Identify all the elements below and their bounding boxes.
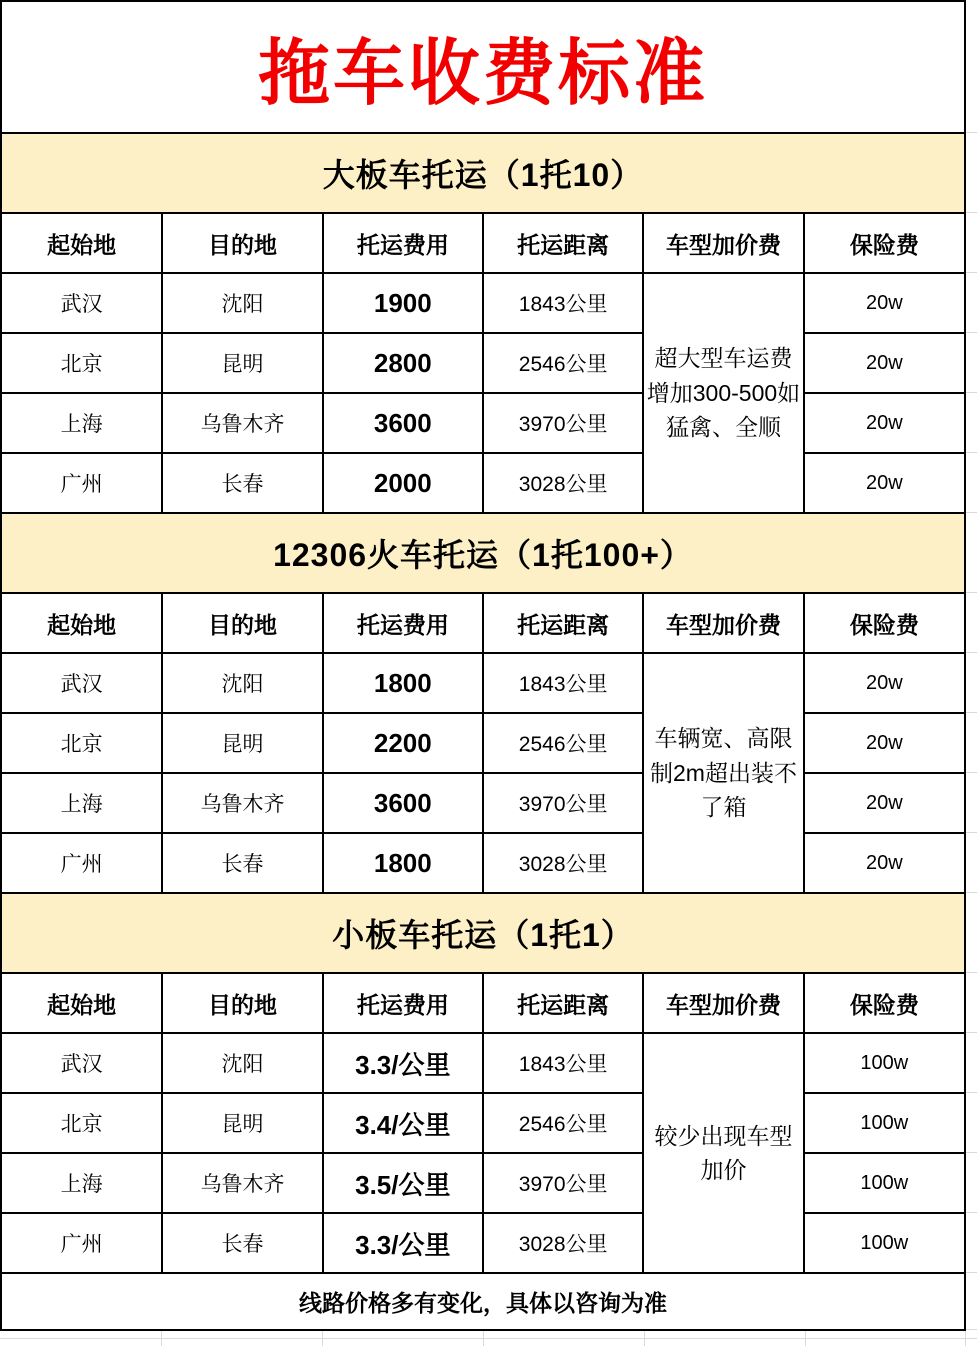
small-flatbed-table: [2, 974, 964, 1274]
section-heading-small-flatbed: 小板车托运（1托1）: [2, 894, 964, 974]
fee-cell: 3.4/公里: [323, 1093, 483, 1153]
fee-cell: 3.3/公里: [323, 1033, 483, 1093]
fee-cell: 1800: [323, 833, 483, 893]
header-row: [2, 974, 964, 1033]
surcharge-note-cell: 车辆宽、高限制2m超出装不了箱: [643, 653, 803, 893]
footer-note: 线路价格多有变化，具体以咨询为准: [299, 1290, 667, 1316]
large-flatbed-table: [2, 214, 964, 514]
distance-cell: 1843公里: [483, 273, 643, 333]
column-header-destination: 目的地: [162, 214, 322, 273]
origin-cell: 广州: [2, 833, 162, 893]
origin-cell: 广州: [2, 453, 162, 513]
column-header-fee: 托运费用: [323, 214, 483, 273]
page-title: 拖车收费标准: [2, 2, 964, 134]
spreadsheet-gridlines-right: [966, 0, 977, 1331]
table-row: [2, 1033, 964, 1093]
column-header-origin: 起始地: [2, 214, 162, 273]
distance-cell: 3028公里: [483, 833, 643, 893]
distance-cell: 3028公里: [483, 1213, 643, 1273]
fee-cell: 3.5/公里: [323, 1153, 483, 1213]
table-row: [2, 1213, 964, 1273]
destination-cell: 乌鲁木齐: [162, 1153, 322, 1213]
column-header-distance: 托运距离: [483, 974, 643, 1033]
insurance-cell: 20w: [804, 713, 964, 773]
insurance-cell: 100w: [804, 1033, 964, 1093]
origin-cell: 北京: [2, 1093, 162, 1153]
fee-cell: 2000: [323, 453, 483, 513]
train-transport-table: [2, 594, 964, 894]
table-row: [2, 653, 964, 713]
insurance-cell: 20w: [804, 453, 964, 513]
spreadsheet-gridlines-bottom: [0, 1331, 977, 1346]
insurance-cell: 20w: [804, 333, 964, 393]
surcharge-note-cell: 超大型车运费增加300-500如猛禽、全顺: [643, 273, 803, 513]
column-header-destination: 目的地: [162, 594, 322, 653]
origin-cell: 武汉: [2, 653, 162, 713]
insurance-cell: 20w: [804, 833, 964, 893]
insurance-cell: 20w: [804, 653, 964, 713]
table-row: [2, 453, 964, 513]
column-header-surcharge: 车型加价费: [643, 214, 803, 273]
distance-cell: 3028公里: [483, 453, 643, 513]
distance-cell: 1843公里: [483, 1033, 643, 1093]
origin-cell: 武汉: [2, 1033, 162, 1093]
distance-cell: 2546公里: [483, 713, 643, 773]
fee-cell: 1800: [323, 653, 483, 713]
destination-cell: 昆明: [162, 333, 322, 393]
fee-cell: 3600: [323, 393, 483, 453]
column-header-surcharge: 车型加价费: [643, 974, 803, 1033]
table-row: [2, 713, 964, 773]
column-header-distance: 托运距离: [483, 594, 643, 653]
destination-cell: 长春: [162, 1213, 322, 1273]
destination-cell: 沈阳: [162, 1033, 322, 1093]
distance-cell: 3970公里: [483, 1153, 643, 1213]
column-header-insurance: 保险费: [804, 974, 964, 1033]
insurance-cell: 20w: [804, 773, 964, 833]
origin-cell: 上海: [2, 773, 162, 833]
origin-cell: 北京: [2, 333, 162, 393]
origin-cell: 武汉: [2, 273, 162, 333]
header-row: [2, 214, 964, 273]
table-row: [2, 1093, 964, 1153]
section-heading-train: 12306火车托运（1托100+）: [2, 514, 964, 594]
column-header-insurance: 保险费: [804, 214, 964, 273]
insurance-cell: 100w: [804, 1093, 964, 1153]
column-header-distance: 托运距离: [483, 214, 643, 273]
insurance-cell: 20w: [804, 273, 964, 333]
insurance-cell: 100w: [804, 1153, 964, 1213]
destination-cell: 乌鲁木齐: [162, 393, 322, 453]
fee-cell: 2200: [323, 713, 483, 773]
fee-cell: 3.3/公里: [323, 1213, 483, 1273]
table-row: [2, 1153, 964, 1213]
destination-cell: 沈阳: [162, 273, 322, 333]
destination-cell: 昆明: [162, 1093, 322, 1153]
origin-cell: 上海: [2, 1153, 162, 1213]
origin-cell: 上海: [2, 393, 162, 453]
destination-cell: 乌鲁木齐: [162, 773, 322, 833]
destination-cell: 长春: [162, 833, 322, 893]
column-header-origin: 起始地: [2, 594, 162, 653]
insurance-cell: 20w: [804, 393, 964, 453]
fee-cell: 2800: [323, 333, 483, 393]
column-header-insurance: 保险费: [804, 594, 964, 653]
distance-cell: 3970公里: [483, 773, 643, 833]
distance-cell: 1843公里: [483, 653, 643, 713]
table-row: [2, 333, 964, 393]
distance-cell: 2546公里: [483, 1093, 643, 1153]
section-heading-large-flatbed: 大板车托运（1托10）: [2, 134, 964, 214]
fee-cell: 3600: [323, 773, 483, 833]
table-row: [2, 773, 964, 833]
header-row: [2, 594, 964, 653]
column-header-fee: 托运费用: [323, 974, 483, 1033]
column-header-origin: 起始地: [2, 974, 162, 1033]
fee-cell: 1900: [323, 273, 483, 333]
column-header-destination: 目的地: [162, 974, 322, 1033]
origin-cell: 广州: [2, 1213, 162, 1273]
destination-cell: 沈阳: [162, 653, 322, 713]
table-row: [2, 393, 964, 453]
destination-cell: 长春: [162, 453, 322, 513]
column-header-fee: 托运费用: [323, 594, 483, 653]
table-row: [2, 273, 964, 333]
column-header-surcharge: 车型加价费: [643, 594, 803, 653]
destination-cell: 昆明: [162, 713, 322, 773]
origin-cell: 北京: [2, 713, 162, 773]
surcharge-note-cell: 较少出现车型加价: [643, 1033, 803, 1273]
insurance-cell: 100w: [804, 1213, 964, 1273]
distance-cell: 2546公里: [483, 333, 643, 393]
table-row: [2, 833, 964, 893]
distance-cell: 3970公里: [483, 393, 643, 453]
